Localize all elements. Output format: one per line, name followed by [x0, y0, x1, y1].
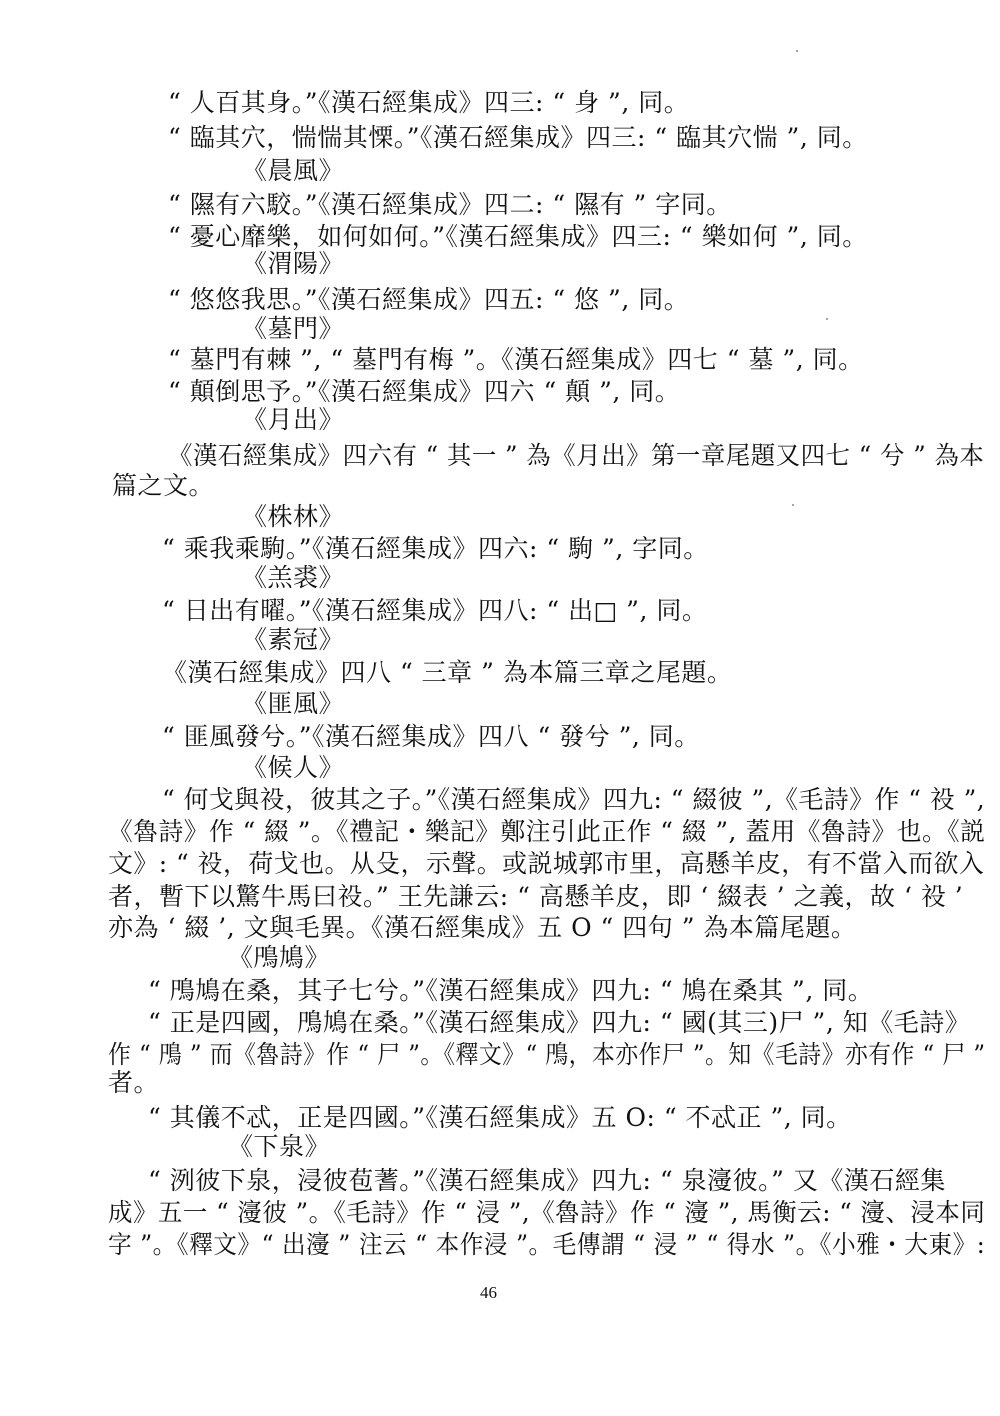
- section-title: 《鳲鳩》: [228, 943, 331, 972]
- text-line: 《魯詩》作 “ 綴 ”。《禮記・樂記》鄭注引此正作 “ 綴 ”, 蓋用《魯詩》也。《説: [108, 817, 986, 846]
- text-line: “ 顛倒思予。”《漢石經集成》四六 “ 顛 ”, 同。: [168, 377, 681, 406]
- section-title: 《月出》: [242, 405, 345, 434]
- section-title: 《素冠》: [242, 625, 345, 654]
- section-title: 《候人》: [242, 753, 345, 782]
- scan-speck: [796, 50, 798, 52]
- text-line: “ 臨其穴，惴惴其慄。”《漢石經集成》四三: “ 臨其穴惴 ”, 同。: [168, 123, 868, 152]
- text-line: “ 憂心靡樂，如何如何。”《漢石經集成》四三: “ 樂如何 ”, 同。: [168, 222, 868, 251]
- text-line: “ 其儀不忒，正是四國。”《漢石經集成》五 O: “ 不忒正 ”, 同。: [148, 1103, 852, 1132]
- section-title: 《晨風》: [242, 156, 345, 185]
- section-title: 《羔裘》: [242, 563, 345, 592]
- text-line: “ 何戈與祋，彼其之子。”《漢石經集成》四九: “ 綴彼 ”,《毛詩》作 “ 祋 ”,: [162, 785, 986, 814]
- text-line: “ 乘我乘駒。”《漢石經集成》四六: “ 駒 ”, 字同。: [162, 534, 709, 563]
- section-title: 《下泉》: [228, 1132, 331, 1161]
- scan-speck: [826, 318, 828, 320]
- text-line: “ 鳲鳩在桑，其子七兮。”《漢石經集成》四九: “ 鳩在桑其 ”, 同。: [148, 976, 874, 1005]
- text-line: “ 正是四國，鳲鳩在桑。”《漢石經集成》四九: “ 國(其三)尸 ”, 知《毛詩》: [148, 1008, 971, 1037]
- text-line: 者，暫下以驚牛馬曰祋。” 王先謙云: “ 高懸羊皮，即 ‘ 綴表 ’ 之義，故 ‘ 祋 ’: [108, 882, 964, 911]
- section-title: 《株林》: [242, 502, 345, 531]
- section-title: 《匪風》: [242, 689, 345, 718]
- text-line: 《漢石經集成》四八 “ 三章 ” 為本篇三章之尾題。: [162, 658, 733, 687]
- section-title: 《墓門》: [242, 314, 345, 343]
- text-line: 成》五一 “ 濅彼 ”。《毛詩》作 “ 浸 ”,《魯詩》作 “ 濅 ”, 馬衡云: “ 濅、浸本同: [108, 1198, 986, 1227]
- text-line: “ 隰有六駮。”《漢石經集成》四二: “ 隰有 ” 字同。: [168, 190, 732, 219]
- text-line: “ 洌彼下泉，浸彼苞蓍。”《漢石經集成》四九: “ 泉濅彼。” 又《漢石經集: [148, 1166, 946, 1195]
- section-title: 《渭陽》: [242, 249, 345, 278]
- text-line: 文》: “ 祋，荷戈也。从殳，示聲。或説城郭市里，高懸羊皮，有不當入而欲入: [108, 849, 985, 878]
- text-line: “ 人百其身。”《漢石經集成》四三: “ 身 ”, 同。: [168, 88, 690, 117]
- text-line: 亦為 ‘ 綴 ’, 文與毛異。《漢石經集成》五 O “ 四句 ” 為本篇尾題。: [108, 913, 857, 942]
- text-line: “ 匪風發兮。”《漢石經集成》四八 “ 發兮 ”, 同。: [162, 722, 700, 751]
- text-line: “ 日出有曜。”《漢石經集成》四八: “ 出□ ”, 同。: [162, 596, 708, 625]
- text-line: 作 “ 鳲 ” 而《魯詩》作 “ 尸 ”。《釋文》“ 鳲，本亦作尸 ”。知《毛詩》亦有作 “ 尸 ”: [108, 1040, 986, 1069]
- text-line: 字 ”。《釋文》“ 出濅 ” 注云 “ 本作浸 ”。毛傳謂 “ 浸 ” “ 得水 ”。《小雅・大東》:: [108, 1230, 986, 1259]
- text-line: 《漢石經集成》四六有 “ 其一 ” 為《月出》第一章尾題又四七 “ 兮 ” 為本: [168, 441, 985, 470]
- page-number: 46: [480, 1283, 497, 1302]
- text-line: “ 悠悠我思。”《漢石經集成》四五: “ 悠 ”, 同。: [168, 285, 690, 314]
- text-line: 者。: [108, 1068, 160, 1097]
- text-line: “ 墓門有棘 ”, “ 墓門有梅 ”。《漢石經集成》四七 “ 墓 ”, 同。: [168, 345, 864, 374]
- text-line: 篇之文。: [112, 471, 215, 500]
- scan-speck: [792, 504, 794, 506]
